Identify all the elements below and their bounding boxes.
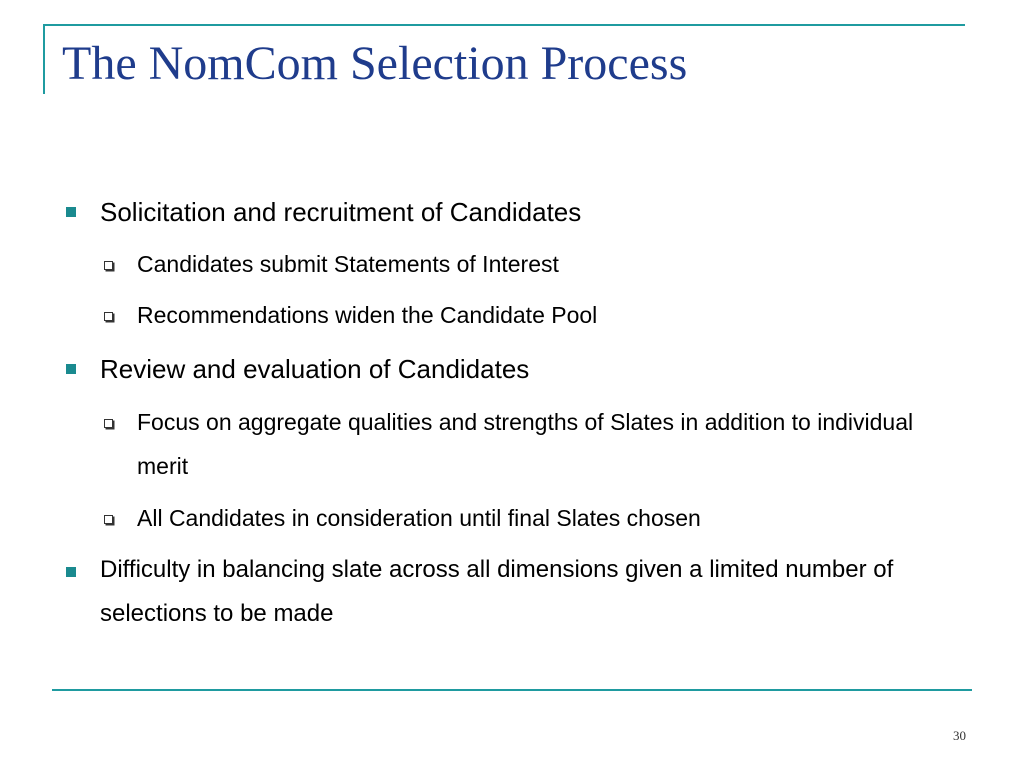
- square-bullet-icon: [66, 207, 76, 217]
- page-number: 30: [953, 728, 966, 743]
- hollow-square-bullet-icon: [104, 515, 113, 524]
- sub-bullet-item: Candidates submit Statements of Interest: [137, 251, 559, 277]
- slide-title: The NomCom Selection Process: [62, 37, 688, 90]
- title-frame-left-rule: [43, 24, 45, 94]
- footer-rule: [52, 689, 972, 691]
- hollow-square-bullet-icon: [104, 261, 113, 270]
- title-frame-top-rule: [43, 24, 965, 26]
- bullet-item: Review and evaluation of Candidates: [100, 354, 530, 384]
- hollow-square-bullet-icon: [104, 419, 113, 428]
- sub-bullet-item: Focus on aggregate qualities and strengths of Slates in addition to individual merit: [137, 409, 914, 479]
- sub-bullet-item: Recommendations widen the Candidate Pool: [137, 302, 598, 328]
- bullet-item: Solicitation and recruitment of Candidates: [100, 197, 582, 227]
- bullet-item: Difficulty in balancing slate across all dimensions given a limited number of selections to be made: [100, 556, 894, 627]
- square-bullet-icon: [66, 567, 76, 577]
- sub-bullet-item: All Candidates in consideration until final Slates chosen: [137, 505, 701, 531]
- square-bullet-icon: [66, 364, 76, 374]
- hollow-square-bullet-icon: [104, 312, 113, 321]
